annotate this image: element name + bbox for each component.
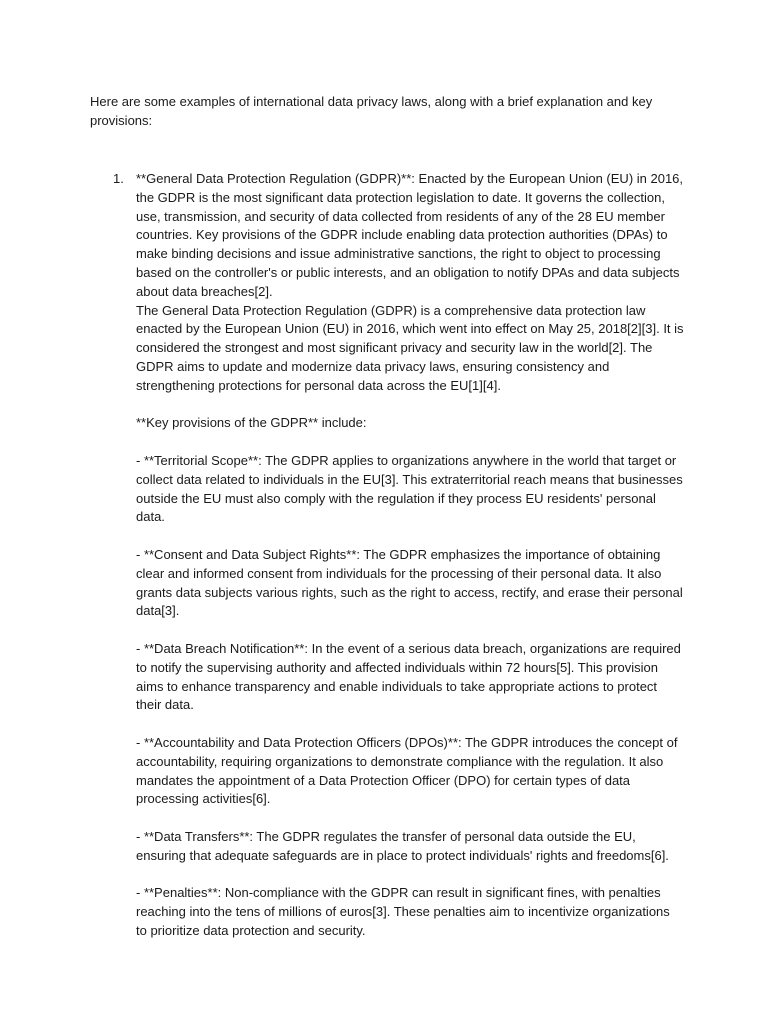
list-item-number: 1. xyxy=(113,171,124,186)
provision-penalties: - **Penalties**: Non-compliance with the GDPR can result in significant fines, with penalties reaching into the tens of millions of euros[3]. These penalties aim to incentivize organizations to prioritize data protection and security. xyxy=(136,885,670,938)
provision-breach-notification: - **Data Breach Notification**: In the event of a serious data breach, organizations are required to notify the supervising authority and affected individuals within 72 hours[5]. This provision aims to enhance transparency and enable individuals to take appropriate actions to protect their data. xyxy=(136,640,681,713)
key-provisions-heading: **Key provisions of the GDPR** include: xyxy=(136,415,367,431)
provision-consent-rights: - **Consent and Data Subject Rights**: The GDPR emphasizes the importance of obtaining clear and informed consent from individuals for the processing of their personal data. It also grants data subjects various rights, such as the right to access, rectify, and erase their personal data[3]. xyxy=(136,546,683,619)
provision-accountability-dpos: - **Accountability and Data Protection Officers (DPOs)**: The GDPR introduces the concept of accountability, requiring organizations to demonstrate compliance with the regulation. It also mandates the appointment of a Data Protection Officer (DPO) for certain types of data processing activities[6]. xyxy=(136,734,678,807)
provision-territorial-scope: - **Territorial Scope**: The GDPR applies to organizations anywhere in the world that target or collect data related to individuals in the EU[3]. This extraterritorial reach means that businesses outside the EU must also comply with the regulation if they process EU residents' personal data. xyxy=(136,452,683,525)
gdpr-overview-paragraph: The General Data Protection Regulation (GDPR) is a comprehensive data protection law enacted by the European Union (EU) in 2016, which went into effect on May 25, 2018[2][3]. It is considered the strongest and most significant privacy and security law in the world[2]. The GDPR aims to update and modernize data privacy laws, ensuring consistency and strengthening protections for personal data across the EU[1][4]. xyxy=(136,302,684,393)
intro-paragraph: Here are some examples of international data privacy laws, along with a brief explanation and key provisions: xyxy=(90,94,653,128)
numbered-list xyxy=(113,170,684,941)
provision-data-transfers: - **Data Transfers**: The GDPR regulates the transfer of personal data outside the EU, ensuring that adequate safeguards are in place to protect individuals' rights and freedoms[6]. xyxy=(136,828,669,863)
gdpr-heading-paragraph: **General Data Protection Regulation (GDPR)**: Enacted by the European Union (EU) in 2016, the GDPR is the most significant data protection legislation to date. It governs the collection, use, transmission, and security of data collected from residents of any of the 28 EU member countries. Key provisions of the GDPR include enabling data protection authorities (DPAs) to make binding decisions and issue administrative sanctions, the right to object to processing based on the controller's or public interests, and an obligation to notify DPAs and data subjects about data breaches[2]. xyxy=(136,171,684,299)
